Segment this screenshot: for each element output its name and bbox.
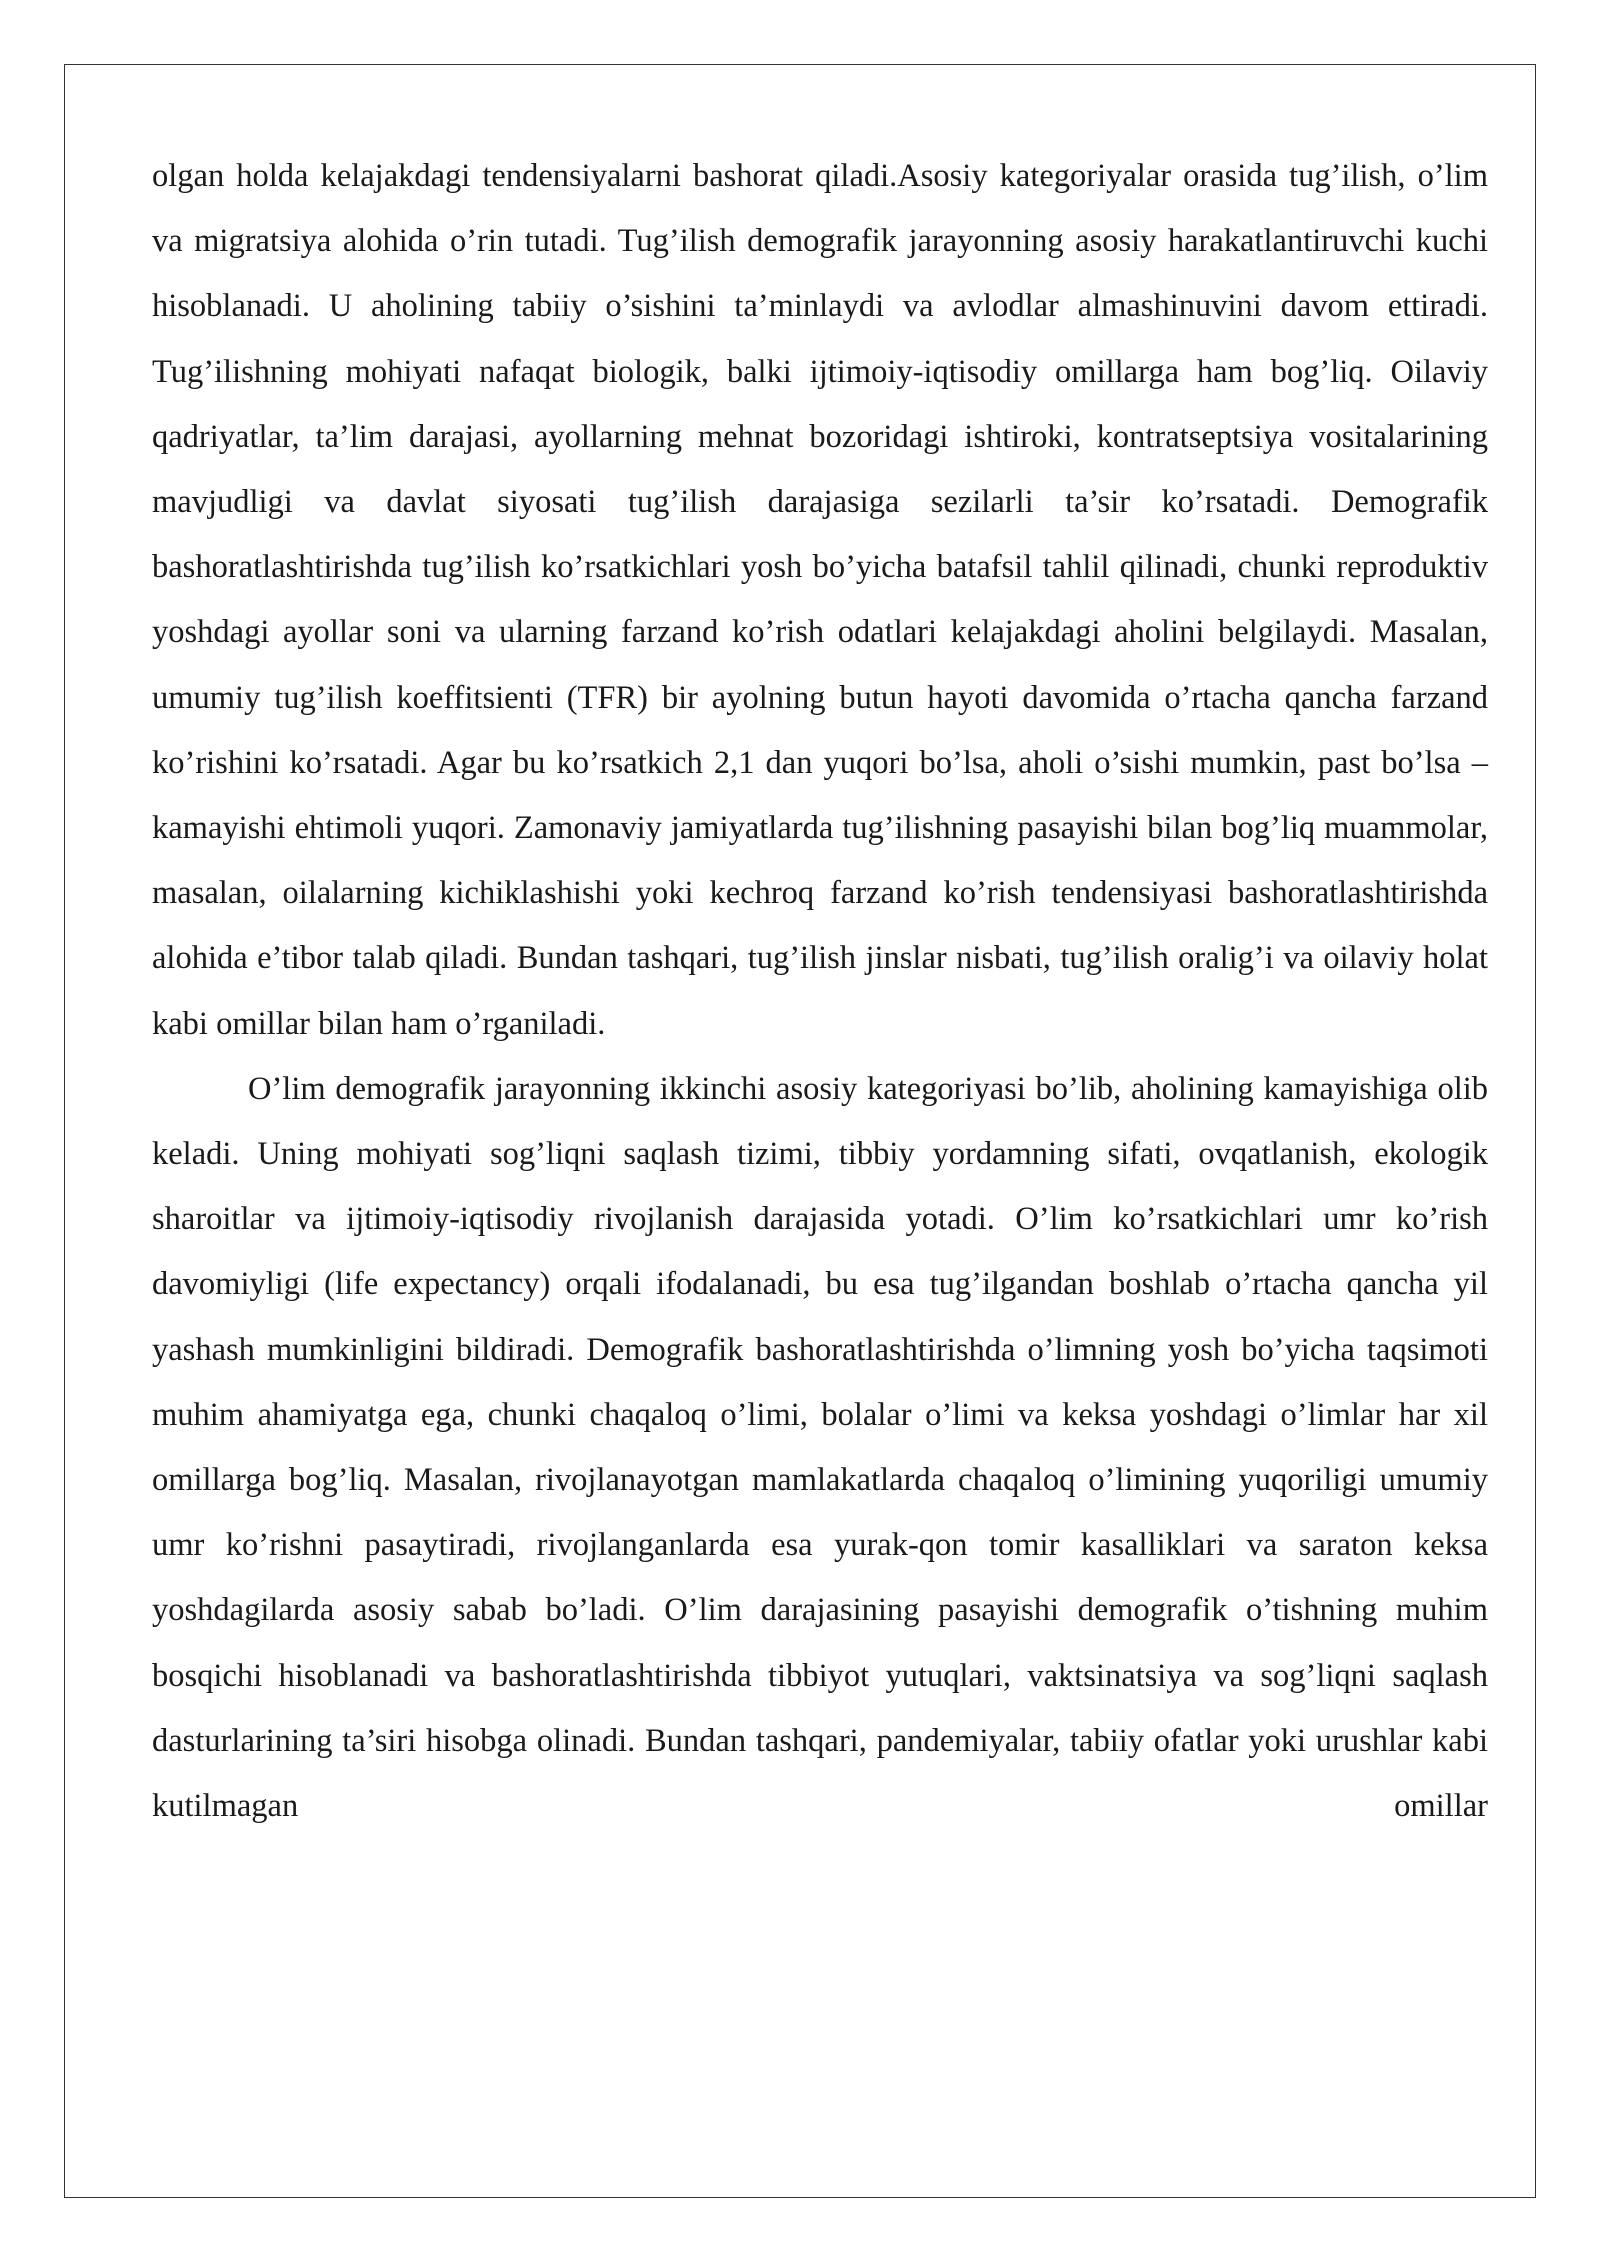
document-body	[152, 144, 1488, 1839]
paragraph-birth: olgan holda kelajakdagi tendensiyalarni bashorat qiladi.Asosiy kategoriyalar orasida tug’ilish, o’lim va migratsiya alohida o’rin tutadi. Tug’ilish demografik jarayonning asosiy harakatlantiruvchi kuchi hisoblanadi. U aholining tabiiy o’sishini ta’minlaydi va avlodlar almashinuvini davom ettiradi. Tug’ilishning mohiyati nafaqat biologik, balki ijtimoiy-iqtisodiy omillarga ham bog’liq. Oilaviy qadriyatlar, ta’lim darajasi, ayollarning mehnat bozoridagi ishtiroki, kontratseptsiya vositalarining mavjudligi va davlat siyosati tug’ilish darajasiga sezilarli ta’sir ko’rsatadi. Demografik bashoratlashtirishda tug’ilish ko’rsatkichlari yosh bo’yicha batafsil tahlil qilinadi, chunki reproduktiv yoshdagi ayollar soni va ularning farzand ko’rish odatlari kelajakdagi aholini belgilaydi. Masalan, umumiy tug’ilish koeffitsienti (TFR) bir ayolning butun hayoti davomida o’rtacha qancha farzand ko’rishini ko’rsatadi. Agar bu ko’rsatkich 2,1 dan yuqori bo’lsa, aholi o’sishi mumkin, past bo’lsa – kamayishi ehtimoli yuqori. Zamonaviy jamiyatlarda tug’ilishning pasayishi bilan bog’liq muammolar, masalan, oilalarning kichiklashishi yoki kechroq farzand ko’rish tendensiyasi bashoratlashtirishda alohida e’tibor talab qiladi. Bundan tashqari, tug’ilish jinslar nisbati, tug’ilish oralig’i va oilaviy holat kabi omillar bilan ham o’rganiladi.	[152, 158, 1488, 1042]
paragraph-death: O’lim demografik jarayonning ikkinchi asosiy kategoriyasi bo’lib, aholining kamayishiga olib keladi. Uning mohiyati sog’liqni saqlash tizimi, tibbiy yordamning sifati, ovqatlanish, ekologik sharoitlar va ijtimoiy-iqtisodiy rivojlanish darajasida yotadi. O’lim ko’rsatkichlari umr ko’rish davomiyligi (life expectancy) orqali ifodalanadi, bu esa tug’ilgandan boshlab o’rtacha qancha yil yashash mumkinligini bildiradi. Demografik bashoratlashtirishda o’limning yosh bo’yicha taqsimoti muhim ahamiyatga ega, chunki chaqaloq o’limi, bolalar o’limi va keksa yoshdagi o’limlar har xil omillarga bog’liq. Masalan, rivojlanayotgan mamlakatlarda chaqaloq o’limining yuqoriligi umumiy umr ko’rishni pasaytiradi, rivojlanganlarda esa yurak-qon tomir kasalliklari va saraton keksa yoshdagilarda asosiy sabab bo’ladi. O’lim darajasining pasayishi demografik o’tishning muhim bosqichi hisoblanadi va bashoratlashtirishda tibbiyot yutuqlari, vaktsinatsiya va sog’liqni saqlash dasturlarining ta’siri hisobga olinadi. Bundan tashqari, pandemiyalar, tabiiy ofatlar yoki urushlar kabi kutilmagan omillar	[152, 1070, 1488, 1825]
